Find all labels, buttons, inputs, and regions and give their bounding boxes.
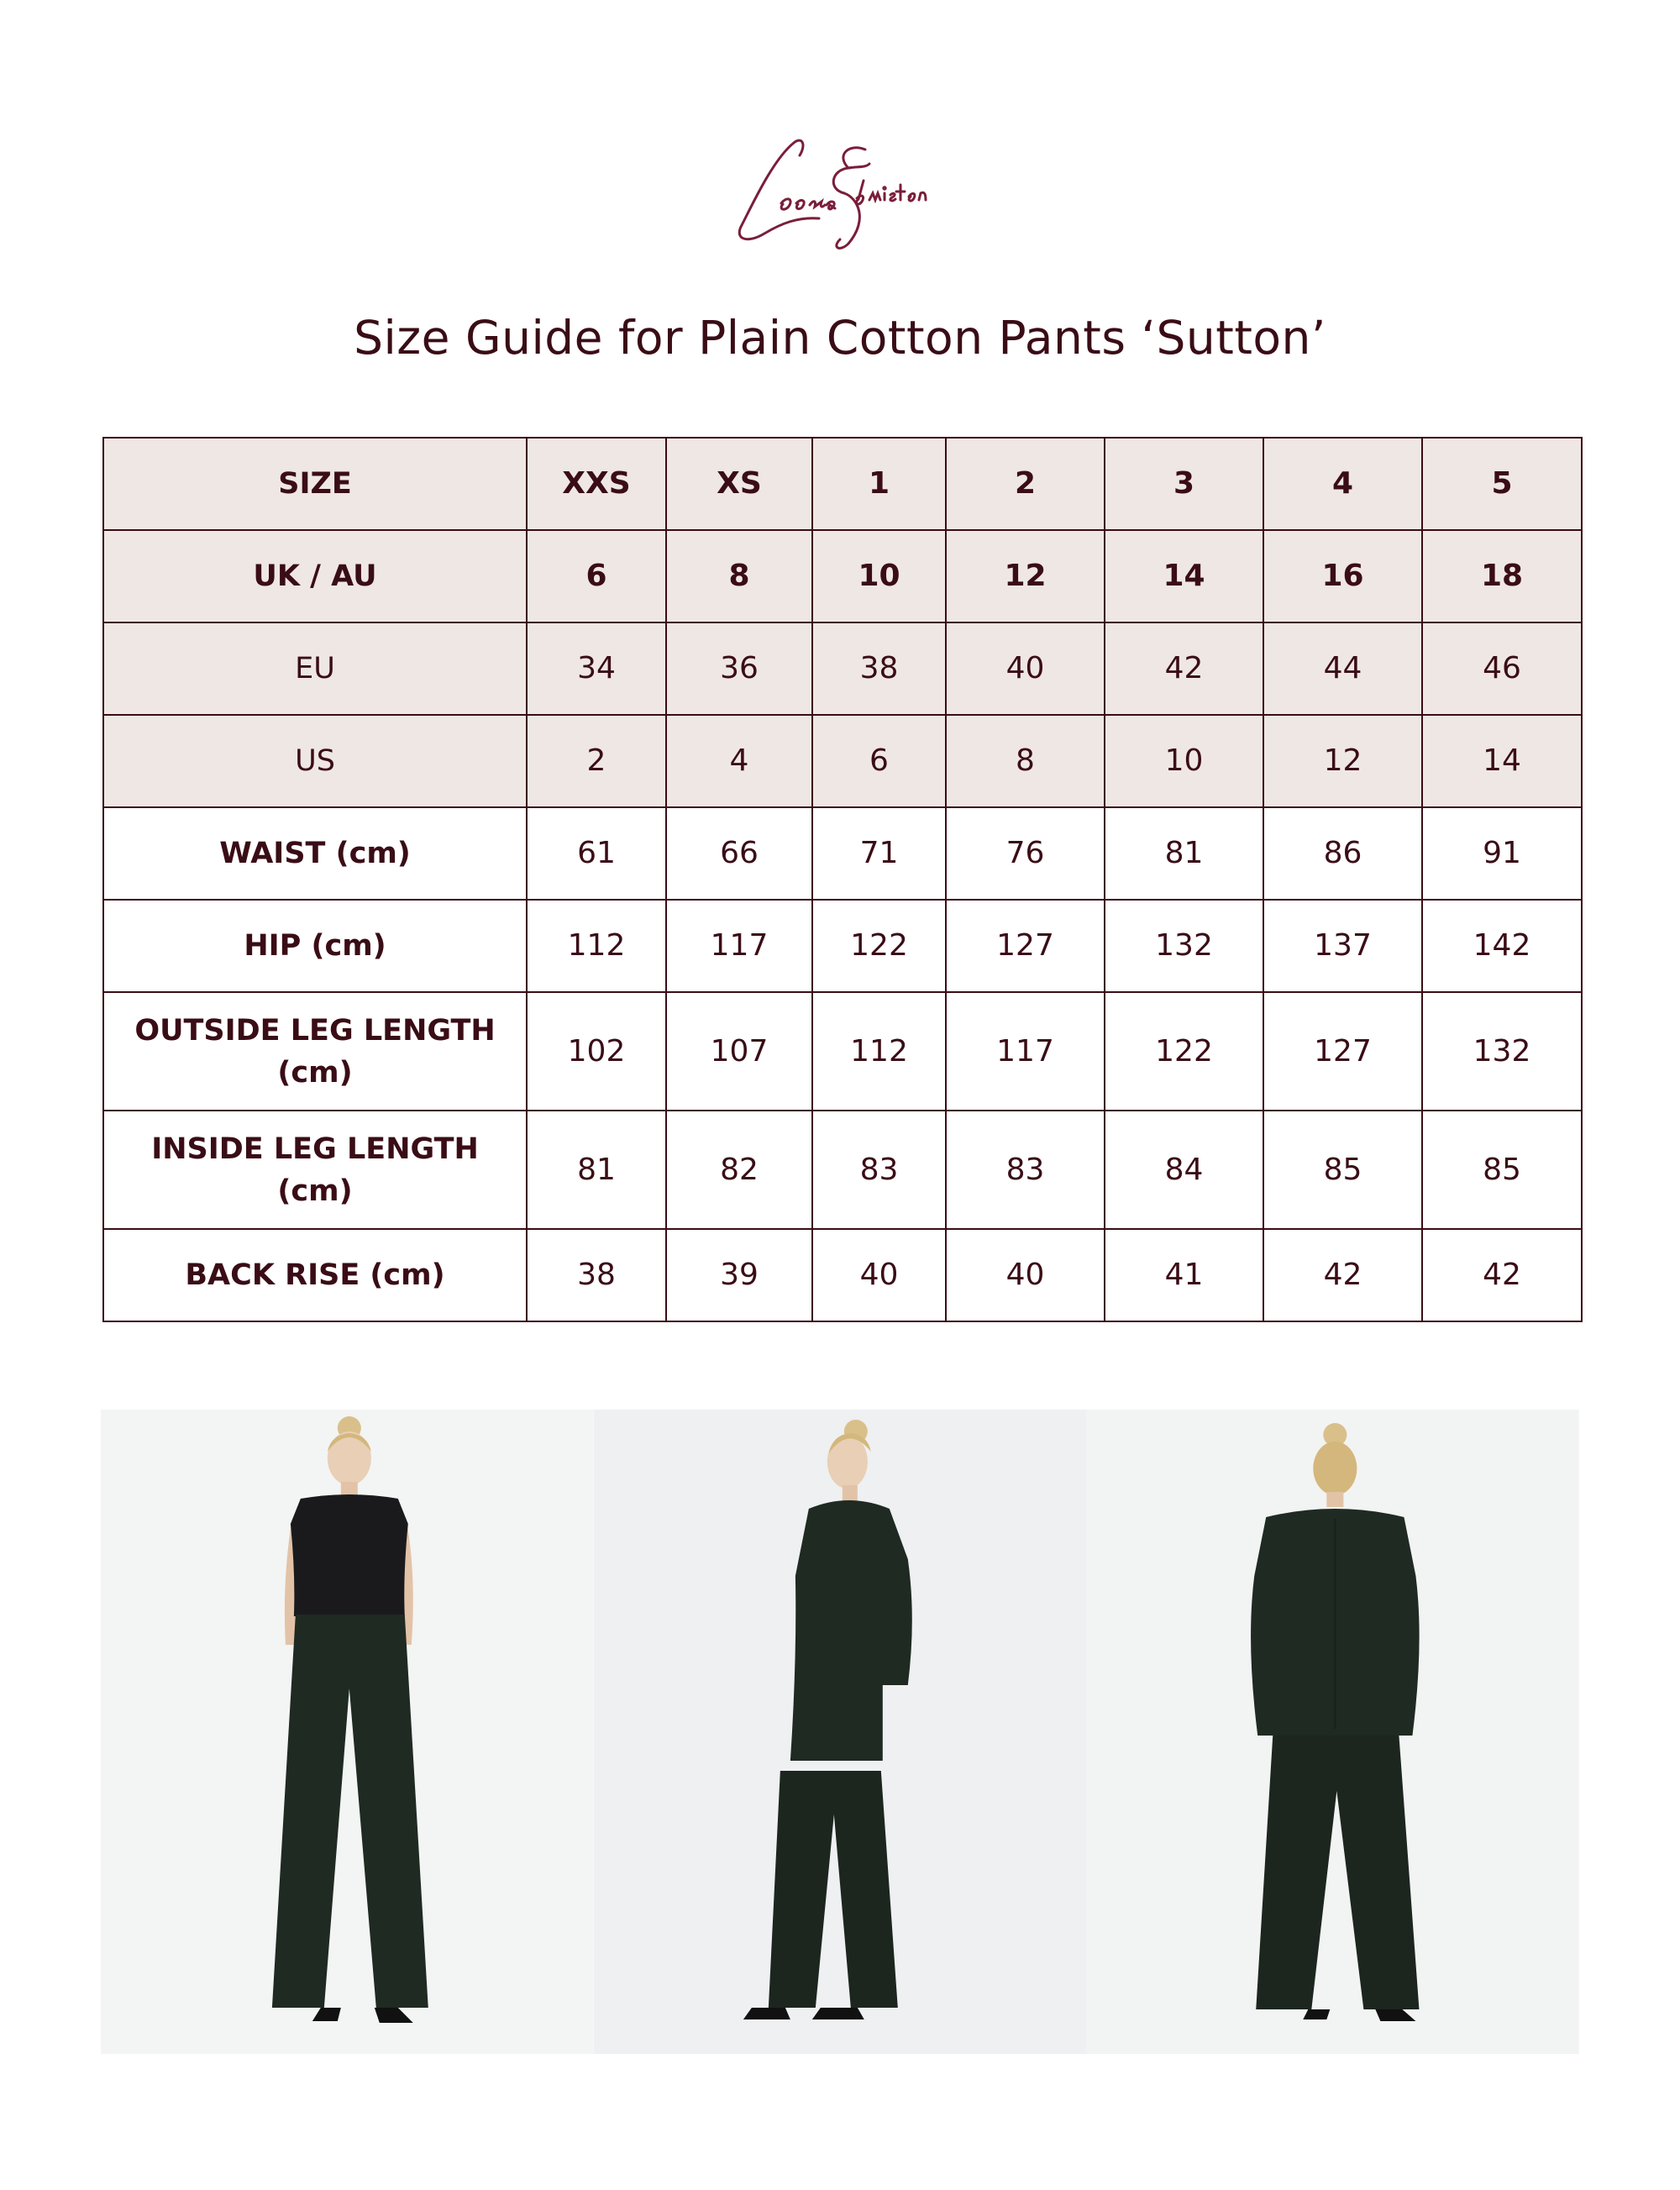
table-cell: 40 xyxy=(946,1229,1105,1321)
table-cell: 86 xyxy=(1263,807,1422,900)
table-cell: 5 xyxy=(1422,438,1582,530)
product-photo-back xyxy=(1086,1410,1579,2054)
table-cell: 83 xyxy=(812,1111,946,1229)
table-cell: 127 xyxy=(946,900,1105,992)
table-cell: 71 xyxy=(812,807,946,900)
table-row xyxy=(103,992,1582,1111)
table-cell: 83 xyxy=(946,1111,1105,1229)
table-row xyxy=(103,622,1582,715)
table-cell: 42 xyxy=(1105,622,1263,715)
table-cell: 42 xyxy=(1263,1229,1422,1321)
table-cell: 2 xyxy=(527,715,666,807)
brand-logo xyxy=(722,126,958,260)
table-cell: 18 xyxy=(1422,530,1582,622)
table-cell: 12 xyxy=(946,530,1105,622)
row-label: INSIDE LEG LENGTH (cm) xyxy=(103,1111,527,1229)
table-cell: 36 xyxy=(666,622,812,715)
table-cell: 40 xyxy=(812,1229,946,1321)
table-cell: 81 xyxy=(527,1111,666,1229)
row-label: US xyxy=(103,715,527,807)
table-row xyxy=(103,530,1582,622)
product-photo-front xyxy=(101,1410,594,2054)
table-cell: 6 xyxy=(812,715,946,807)
table-cell: 85 xyxy=(1422,1111,1582,1229)
row-label: EU xyxy=(103,622,527,715)
table-cell: 12 xyxy=(1263,715,1422,807)
table-cell: 41 xyxy=(1105,1229,1263,1321)
row-label: SIZE xyxy=(103,438,527,530)
table-cell: 10 xyxy=(812,530,946,622)
row-label: WAIST (cm) xyxy=(103,807,527,900)
table-cell: 85 xyxy=(1263,1111,1422,1229)
table-cell: XS xyxy=(666,438,812,530)
table-cell: 4 xyxy=(666,715,812,807)
size-guide-table xyxy=(102,437,1583,1322)
table-cell: 107 xyxy=(666,992,812,1111)
table-cell: 42 xyxy=(1422,1229,1582,1321)
table-cell: 142 xyxy=(1422,900,1582,992)
table-row xyxy=(103,900,1582,992)
table-cell: 39 xyxy=(666,1229,812,1321)
table-cell: XXS xyxy=(527,438,666,530)
table-cell: 16 xyxy=(1263,530,1422,622)
table-cell: 122 xyxy=(1105,992,1263,1111)
table-cell: 14 xyxy=(1105,530,1263,622)
table-cell: 10 xyxy=(1105,715,1263,807)
row-label: BACK RISE (cm) xyxy=(103,1229,527,1321)
table-cell: 84 xyxy=(1105,1111,1263,1229)
table-cell: 3 xyxy=(1105,438,1263,530)
table-cell: 38 xyxy=(527,1229,666,1321)
table-cell: 137 xyxy=(1263,900,1422,992)
table-cell: 38 xyxy=(812,622,946,715)
table-cell: 132 xyxy=(1422,992,1582,1111)
table-cell: 40 xyxy=(946,622,1105,715)
table-cell: 14 xyxy=(1422,715,1582,807)
page-title: Size Guide for Plain Cotton Pants ‘Sutton’ xyxy=(354,311,1326,365)
table-cell: 102 xyxy=(527,992,666,1111)
table-cell: 44 xyxy=(1263,622,1422,715)
table-cell: 132 xyxy=(1105,900,1263,992)
table-row xyxy=(103,1229,1582,1321)
table-cell: 82 xyxy=(666,1111,812,1229)
product-photos xyxy=(101,1410,1579,2054)
table-cell: 81 xyxy=(1105,807,1263,900)
table-cell: 6 xyxy=(527,530,666,622)
table-row xyxy=(103,1111,1582,1229)
table-cell: 127 xyxy=(1263,992,1422,1111)
table-row xyxy=(103,438,1582,530)
table-row xyxy=(103,807,1582,900)
table-cell: 46 xyxy=(1422,622,1582,715)
table-cell: 34 xyxy=(527,622,666,715)
table-cell: 1 xyxy=(812,438,946,530)
table-cell: 66 xyxy=(666,807,812,900)
table-cell: 112 xyxy=(527,900,666,992)
table-cell: 112 xyxy=(812,992,946,1111)
table-cell: 61 xyxy=(527,807,666,900)
table-cell: 117 xyxy=(666,900,812,992)
table-cell: 4 xyxy=(1263,438,1422,530)
table-cell: 2 xyxy=(946,438,1105,530)
table-cell: 8 xyxy=(666,530,812,622)
row-label: OUTSIDE LEG LENGTH (cm) xyxy=(103,992,527,1111)
product-photo-side xyxy=(594,1410,1087,2054)
table-cell: 76 xyxy=(946,807,1105,900)
table-cell: 91 xyxy=(1422,807,1582,900)
row-label: UK / AU xyxy=(103,530,527,622)
row-label: HIP (cm) xyxy=(103,900,527,992)
table-cell: 8 xyxy=(946,715,1105,807)
table-row xyxy=(103,715,1582,807)
table-cell: 122 xyxy=(812,900,946,992)
table-cell: 117 xyxy=(946,992,1105,1111)
